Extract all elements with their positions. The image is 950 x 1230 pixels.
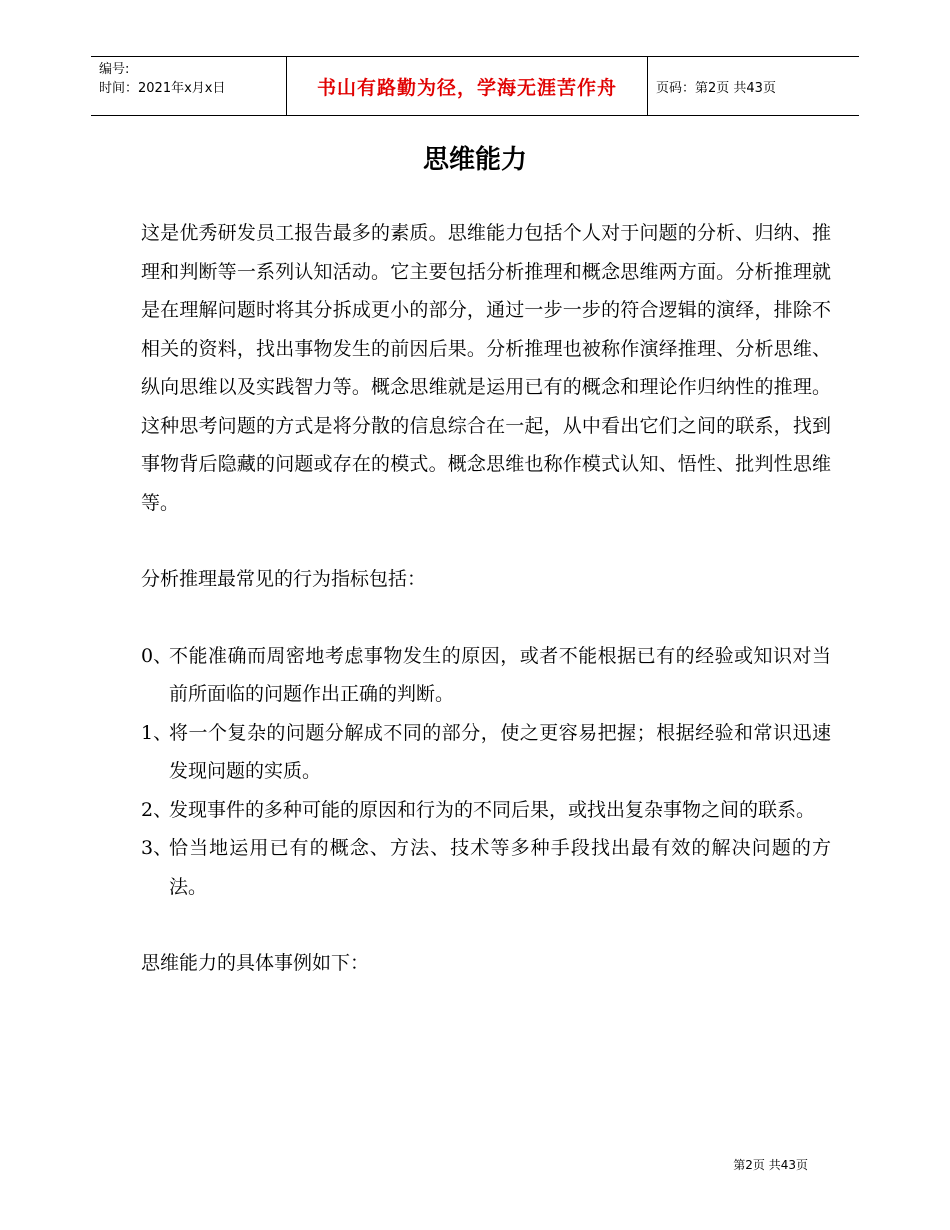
document-number-label: 编号: [99,62,130,77]
document-time-label: 时间：2021年x月x日 [99,81,226,96]
list-item-number: 3、 [141,837,173,859]
list-item-number: 2、 [141,798,173,821]
list-item-text: 将一个复杂的问题分解成不同的部分，使之更容易把握；根据经验和常识迅速发现问题的实质。 [169,721,831,782]
page-header [91,56,859,116]
document-title: 思维能力 [422,145,527,175]
header-motto: 书山有路勤为径，学海无涯苦作舟 [286,57,648,115]
list-item-number: 1、 [141,721,173,744]
header-meta-cell [91,57,286,115]
page-footer: 第2页 共43页 [733,1158,808,1172]
list-item [141,714,831,791]
document-body [141,214,831,983]
indicators-heading: 分析推理最常见的行为指标包括： [141,568,427,590]
intro-paragraph: 这是优秀研发员工报告最多的素质。思维能力包括个人对于问题的分析、归纳、推理和判断等一系列认知活动。它主要包括分析推理和概念思维两方面。分析推理就是在理解问题时将其分拆成更小的部分，通过一步一步的符合逻辑的演绎，排除不相关的资料，找出事物发生的前因后果。分析推理也被称作演绎推理、分析思维、纵向思维以及实践智力等。概念思维就是运用已有的概念和理论作归纳性的推理。这种思考问题的方式是将分散的信息综合在一起，从中看出它们之间的联系，找到事物背后隐藏的问题或存在的模式。概念思维也称作模式认知、悟性、批判性思维等。 [141,222,831,514]
list-item [141,791,831,830]
list-item-text: 不能准确而周密地考虑事物发生的原因，或者不能根据已有的经验或知识对当前所面临的问题作出正确的判断。 [169,644,831,705]
list-item [141,637,831,714]
examples-heading: 思维能力的具体事例如下： [141,952,370,974]
header-page-info: 页码：第2页 共43页 [656,80,776,96]
list-item-number: 0、 [141,644,173,667]
list-item-text: 恰当地运用已有的概念、方法、技术等多种手段找出最有效的解决问题的方法。 [169,837,831,898]
list-item-text: 发现事件的多种可能的原因和行为的不同后果，或找出复杂事物之间的联系。 [169,798,816,821]
list-item [141,829,831,906]
indicator-list [141,637,831,907]
